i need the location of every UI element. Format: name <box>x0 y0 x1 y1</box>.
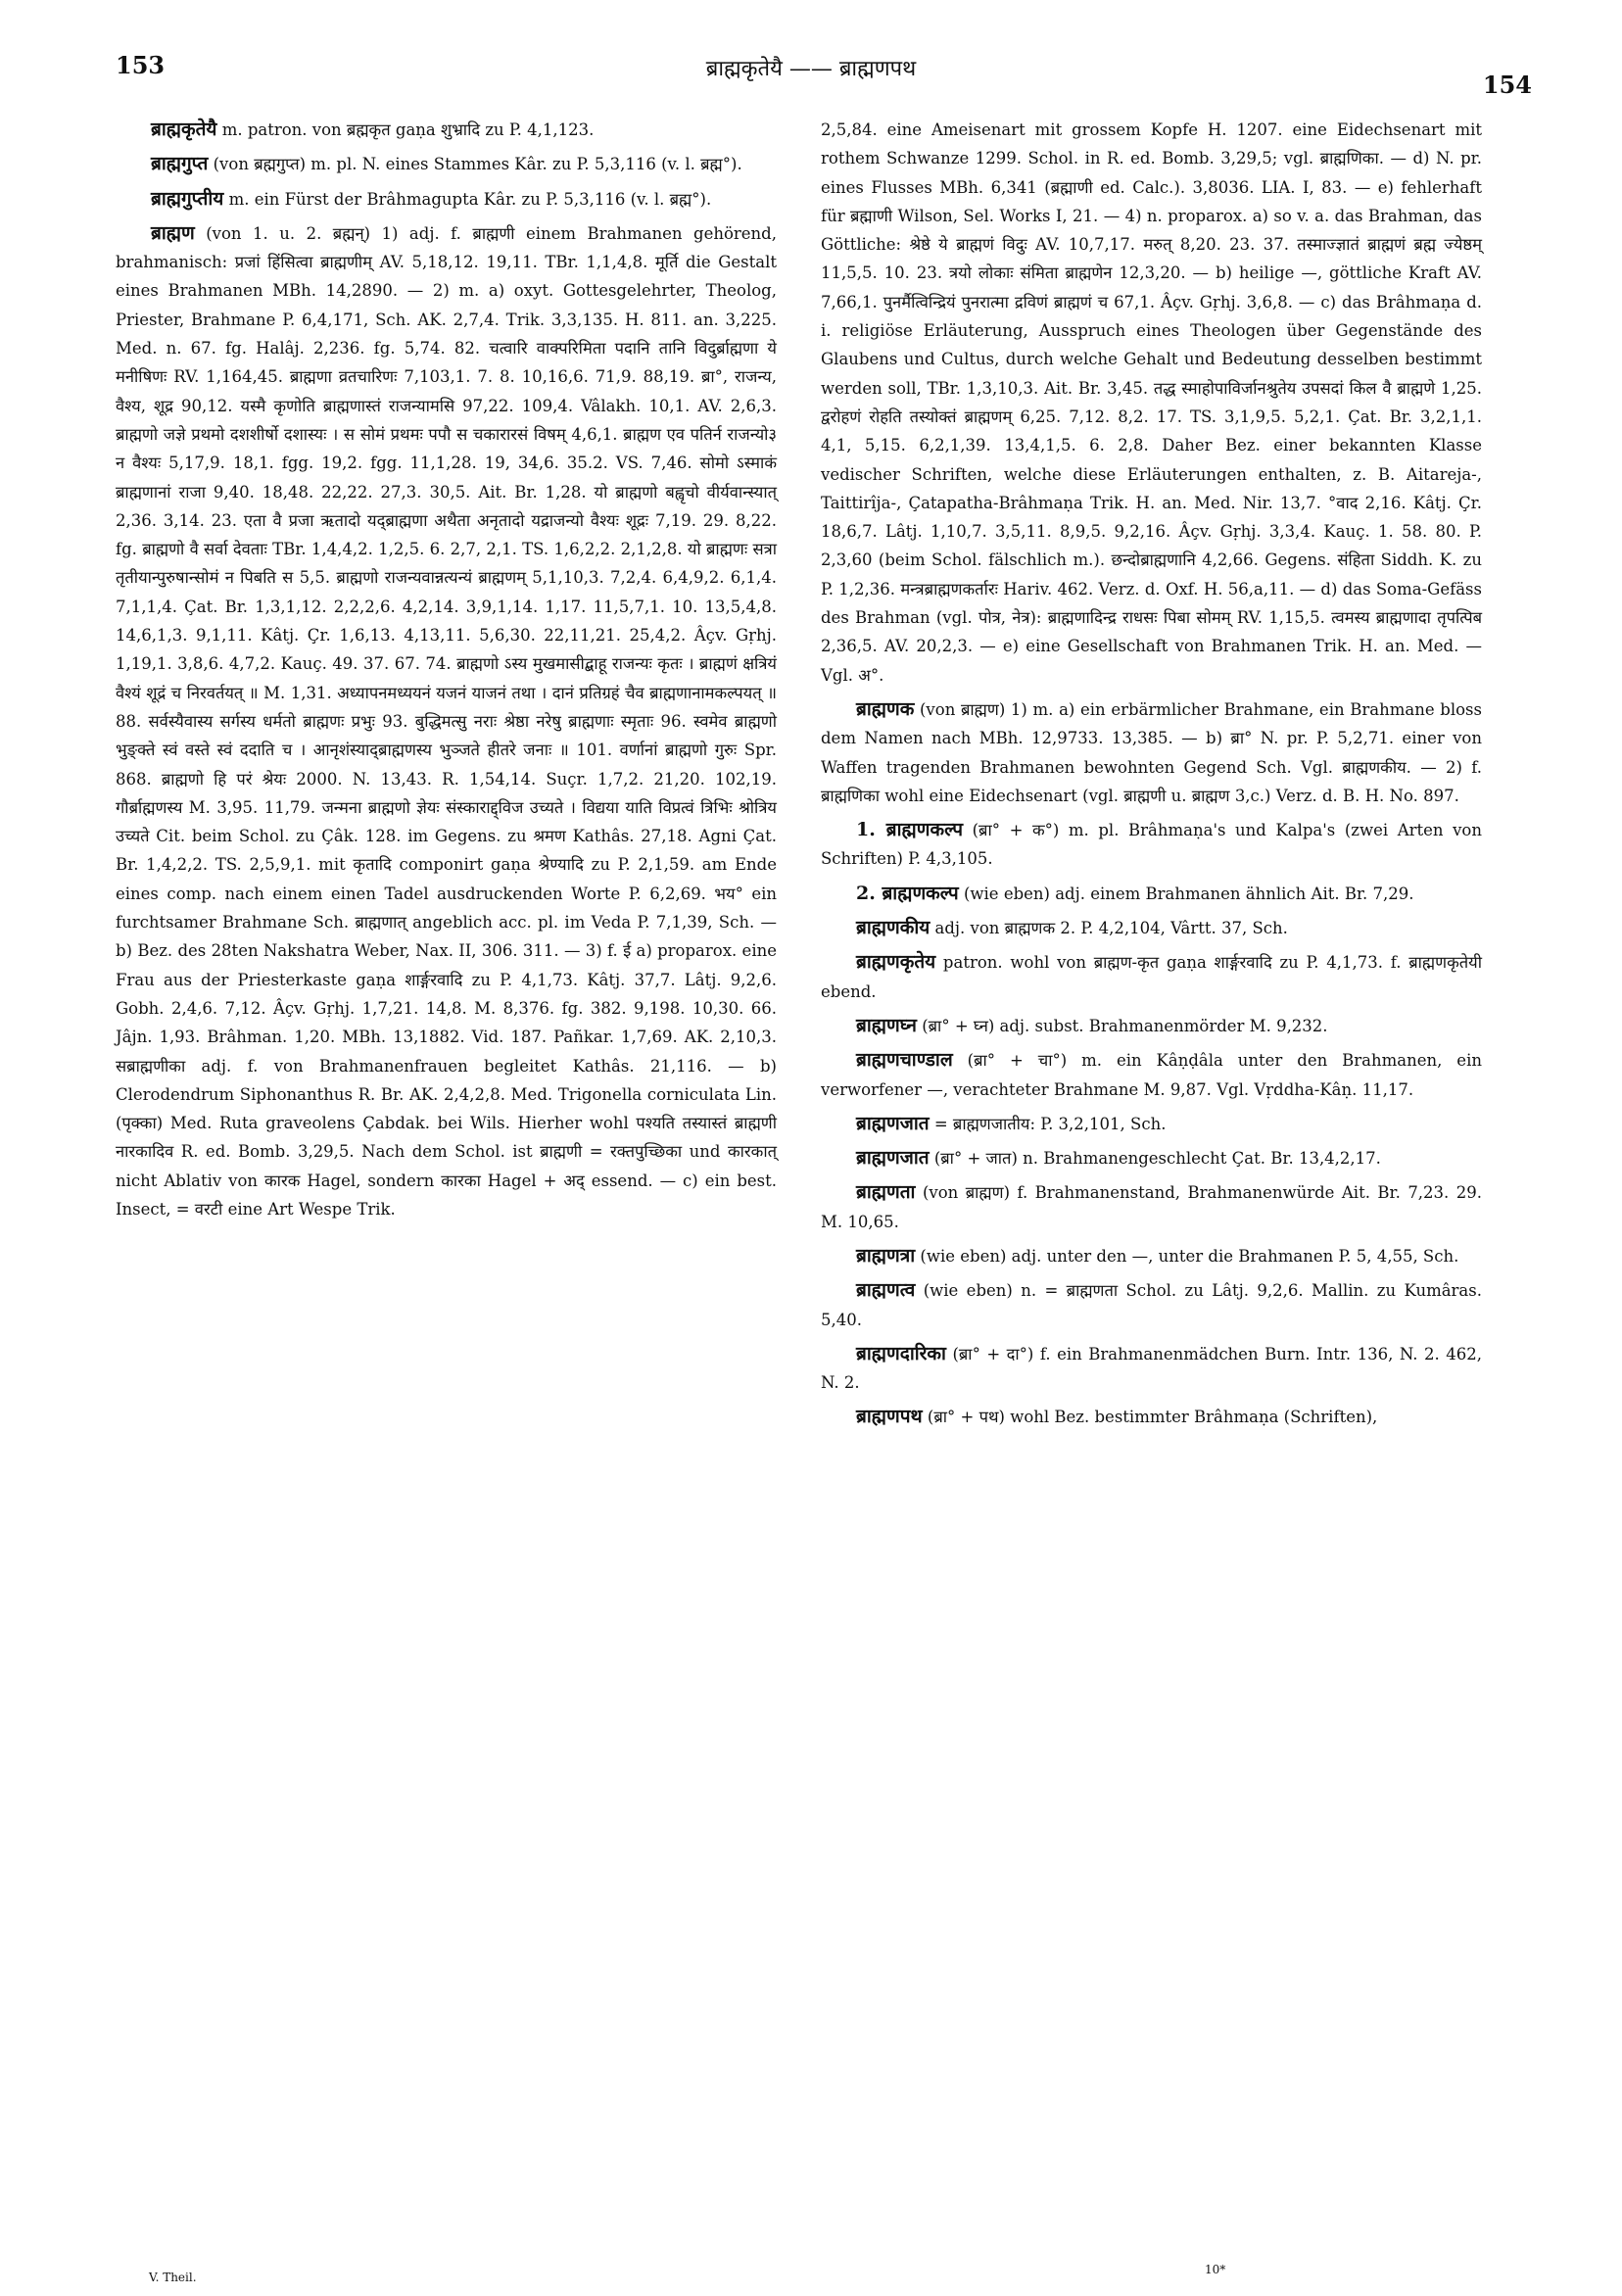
entry-headword: ब्राह्मणपथ <box>856 1406 923 1428</box>
entry-headword: 1. ब्राह्मणकल्प <box>856 819 964 841</box>
entry-text: (wie eben) n. = ब्राह्मणता Schol. zu Lâtj. 9,2,6. Mallin. zu Kumâras. 5,40. <box>821 1281 1482 1329</box>
dictionary-entry <box>821 1340 1482 1398</box>
entry-headword: ब्राह्मणत्रा <box>856 1244 916 1267</box>
entry-text: (von 1. u. 2. ब्रह्मन्) 1) adj. f. ब्राह्मणी einem Brahmanen gehörend, brahmanisch: प्रजां हिंसित्वा ब्राह्मणीम् AV. 5,18,12. 19,11. TBr. 1,1,4,8. मूर्ति die Gestalt eines Brahmanen MBh. 14,2890. — 2) m. a) oxyt. Gottesgelehrter, Theolog, Priester, Brahmane P. 6,4,171, Sch. AK. 2,7,4. Trik. 3,3,135. H. 811. an. 3,225. Med. n. 67. fg. Halâj. 2,236. fg. 5,74. 82. चत्वारि वाक्परिमिता पदानि तानि विदुर्ब्राह्मणा ये मनीषिणः RV. 1,164,45. ब्राह्मणा व्रतचारिणः 7,103,1. 7. 8. 10,16,6. 71,9. 88,19. ब्रा°, राजन्य, वैश्य, शूद्र 90,12. यस्मै कृणोति ब्राह्मणास्तं राजन्यामसि 97,22. 109,4. Vâlakh. 10,1. AV. 2,6,3. ब्राह्मणो जज्ञे प्रथमो दशशीर्षो दशास्यः । स सोमं प्रथमः पपौ स चकारारसं विषम् 4,6,1. ब्राह्मण एव पतिर्न राजन्यो३ न वैश्यः 5,17,9. 18,1. fgg. 19,2. fgg. 11,1,28. 19, 34,6. 35.2. VS. 7,46. सोमो ऽस्माकं ब्राह्मणानां राजा 9,40. 18,48. 22,22. 27,3. 30,5. Ait. Br. 1,28. यो ब्राह्मणो बह्वृचो वीर्यवान्स्यात् 2,36. 3,14. 23. एता वै प्रजा ऋतादो यद्ब्राह्मणा अथैता अनृतादो यद्राजन्यो वैश्यः शूद्रः 7,19. 29. 8,22. fg. ब्राह्मणो वै सर्वा देवताः TBr. 1,4,4,2. 1,2,5. 6. 2,7, 2,1. TS. 1,6,2,2. 2,1,2,8. यो ब्राह्मणः सत्रा तृतीयान्पुरुषान्सोमं न पिबति स 5,5. ब्राह्मणो राजन्यवान्नत्यन्यं ब्राह्मणम् 5,1,10,3. 7,2,4. 6,4,9,2. 6,1,4. 7,1,1,4. Çat. Br. 1,3,1,12. 2,2,2,6. 4,2,14. 3,9,1,14. 1,17. 11,5,7,1. 10. 13,5,4,8. 14,6,1,3. 9,1,11. Kâtj. Çr. 1,6,13. 4,13,11. 5,6,30. 22,11,21. 25,4,2. Âçv. Gṛhj. 1,19,1. 3,8,6. 4,7,2. Kauç. 49. 37. 67. 74. ब्राह्मणो ऽस्य मुखमासीद्बाहू राजन्यः कृतः । ब्राह्मणं क्षत्रियं वैश्यं शूद्रं च निरवर्तयत् ॥ M. 1,31. अध्यापनमध्ययनं यजनं याजनं तथा । दानं प्रतिग्रहं चैव ब्राह्मणानामकल्पयत् ॥ 88. सर्वस्यैवास्य सर्गस्य धर्मतो ब्राह्मणः प्रभुः 93. बुद्धिमत्सु नराः श्रेष्ठा नरेषु ब्राह्मणाः स्मृताः 96. स्वमेव ब्राह्मणो भुङ्क्ते स्वं वस्ते स्वं ददाति च । आनृशंस्याद्ब्राह्मणस्य भुञ्जते हीतरे जनाः ॥ 101. वर्णानां ब्राह्मणो गुरुः Spr. 868. ब्राह्मणो हि परं श्रेयः 2000. N. 13,43. R. 1,54,14. Suçr. 1,7,2. 21,20. 102,19. गौर्ब्राह्मणस्य M. 3,95. 11,79. जन्मना ब्राह्मणो ज्ञेयः संस्काराद्द्विज उच्यते । विद्यया याति विप्रत्वं त्रिभिः श्रोत्रिय उच्यते Cit. beim Schol. zu Çâk. 128. im Gegens. zu श्रमण Kathâs. 27,18. Agni Çat. Br. 1,4,2,2. TS. 2,5,9,1. mit कृतादि componirt gaṇa श्रेण्यादि zu P. 2,1,59. am Ende eines comp. nach einem einen Tadel ausdruckenden Worte P. 6,2,69. भय° ein furchtsamer Brahmane Sch. ब्राह्मणात् angeblich acc. pl. im Veda P. 7,1,39, Sch. — b) Bez. des 28ten Nakshatra Weber, Nax. II, 306. 311. — 3) f. ई a) proparox. eine Frau aus der Priesterkaste gaṇa शार्ङ्गरवादि zu P. 4,1,73. Kâtj. 37,7. Lâtj. 9,2,6. Gobh. 2,4,6. 7,12. Âçv. Gṛhj. 1,7,21. 14,8. M. 8,376. fg. 382. 9,198. 10,30. 66. Jâjn. 1,93. Brâhman. 1,20. MBh. 13,1882. Vid. 187. Pañkar. 1,7,69. AK. 2,10,3. सब्राह्मणीका adj. f. von Brahmanenfrauen begleitet Kathâs. 21,116. — b) Clerodendrum Siphonanthus R. Br. AK. 2,4,2,8. Med. Trigonella corniculata Lin. (पृक्का) Med. Ruta graveolens Çabdak. bei Wils. Hierher wohl पश्यति तस्यास्तं ब्राह्मणी नारकादिव R. ed. Bomb. 3,29,5. Nach dem Schol. ist ब्राह्मणी = रक्तपुच्छिका und कारकात् nicht Ablativ von कारक Hagel, sondern कारका Hagel + अद् essend. — c) ein best. Insect, = वरटी eine Art Wespe Trik. <box>116 223 777 1219</box>
entry-headword: ब्राह्मणजात <box>856 1147 930 1170</box>
dictionary-entry <box>116 185 777 214</box>
entry-headword: ब्राह्मणचाण्डाल <box>856 1049 953 1072</box>
dictionary-entry <box>116 150 777 178</box>
dictionary-entry <box>116 116 777 144</box>
entry-text: (wie eben) adj. einem Brahmanen ähnlich Ait. Br. 7,29. <box>963 884 1414 903</box>
running-title: ब्राह्मकृतेयै —— ब्राह्मणपथ <box>705 57 917 81</box>
entry-text: m. ein Fürst der Brâhmagupta Kâr. zu P. 5,3,116 (v. l. ब्रह्म°). <box>228 189 712 209</box>
dictionary-entry <box>821 1178 1482 1236</box>
entry-headword: ब्राह्मणकीय <box>856 917 930 939</box>
dictionary-entry <box>821 1144 1482 1172</box>
right-column <box>821 116 1482 1438</box>
entry-text: (ब्रा° + चा°) m. ein Kâṇḍâla unter den Brahmanen, ein verworfener —, verachteter Brahmane M. 9,87. Vgl. Vṛddha-Kâṇ. 11,17. <box>821 1051 1482 1099</box>
entry-text: patron. wohl von ब्राह्मण-कृत gaṇa शार्ङ्गरवादि zu P. 4,1,73. f. ब्राह्मणकृतेयी ebend. <box>821 953 1482 1001</box>
entry-headword: ब्राह्मणता <box>856 1181 916 1204</box>
entry-text: (ब्रा° + पथ) wohl Bez. bestimmter Brâhmaṇa (Schriften), <box>927 1408 1378 1427</box>
entry-headword: ब्राह्मगुप्त <box>151 153 209 175</box>
entry-headword: 2. ब्राह्मणकल्प <box>856 882 959 904</box>
entry-text: m. patron. von ब्रह्मकृत gaṇa शुभ्रादि zu P. 4,1,123. <box>221 120 595 139</box>
dictionary-entry <box>821 914 1482 942</box>
entry-text: (wie eben) adj. unter den —, unter die Brahmanen P. 5, 4,55, Sch. <box>920 1246 1459 1266</box>
entry-text: = ब्राह्मणजातीय: P. 3,2,101, Sch. <box>933 1114 1167 1133</box>
entry-text: (ब्रा° + जात) n. Brahmanengeschlecht Çat. Br. 13,4,2,17. <box>933 1149 1381 1169</box>
dictionary-entry <box>821 1012 1482 1040</box>
dictionary-entry <box>821 1276 1482 1334</box>
volume-note: V. Theil. <box>149 2271 197 2284</box>
dictionary-entry <box>821 880 1482 908</box>
dictionary-entry <box>821 948 1482 1006</box>
page-number-left: 153 <box>116 51 166 79</box>
signature-mark: 10* <box>1205 2263 1226 2276</box>
entry-text: (ब्रा° + दा°) f. ein Brahmanenmädchen Burn. Intr. 136, N. 2. 462, N. 2. <box>821 1344 1482 1393</box>
dictionary-entry <box>116 219 777 1223</box>
dictionary-entry <box>821 1046 1482 1104</box>
entry-headword: ब्राह्मणत्व <box>856 1279 916 1302</box>
entry-headword: ब्राह्मणजात <box>856 1112 930 1134</box>
entry-text: (von ब्राह्मण) 1) m. a) ein erbärmlicher Brahmane, ein Brahmane bloss dem Namen nach MBh. 12,9733. 13,385. — b) ब्रा° N. pr. P. 5,2,71. einer von Waffen tragenden Brahmanen bewohnten Gegend Sch. Vgl. ब्राह्मणकीय. — 2) f. ब्राह्मणिका wohl eine Eidechsenart (vgl. ब्राह्मणी u. ब्राह्मण 3,c.) Verz. d. B. H. No. 897. <box>821 699 1482 805</box>
dictionary-entry <box>821 1403 1482 1431</box>
dictionary-entry <box>821 1242 1482 1270</box>
dictionary-entry <box>821 116 1482 690</box>
left-column <box>116 116 777 1229</box>
entry-text: (ब्रा° + घ्न) adj. subst. Brahmanenmörder M. 9,232. <box>922 1016 1328 1035</box>
entry-headword: ब्राह्मणक <box>856 697 915 720</box>
dictionary-entry <box>821 1110 1482 1138</box>
entry-headword: ब्राह्मणकृतेय <box>856 951 936 974</box>
entry-text: (von ब्रह्मगुप्त) m. pl. N. eines Stammes Kâr. zu P. 5,3,116 (v. l. ब्रह्म°). <box>213 155 742 174</box>
entry-text: 2,5,84. eine Ameisenart mit grossem Kopfe H. 1207. eine Eidechsenart mit rothem Schwanze 1299. Schol. in R. ed. Bomb. 3,29,5; vgl. ब्राह्मणिका. — d) N. pr. eines Flusses MBh. 6,341 (ब्रह्माणी ed. Calc.). 3,8036. LIA. I, 83. — e) fehlerhaft für ब्रह्माणी Wilson, Sel. Works I, 21. — 4) n. proparox. a) so v. a. das Brahman, das Göttliche: श्रेष्ठे ये ब्राह्मणं विदुः AV. 10,7,17. मरुत् 8,20. 23. 37. तस्माज्ज्ञातं ब्राह्मणं ब्रह्म ज्येष्ठम् 11,5,5. 10. 23. त्रयो लोकाः संमिता ब्राह्मणेन 12,3,20. — b) heilige —, göttliche Kraft AV. 7,66,1. पुनर्मैत्विन्द्रियं पुनरात्मा द्रविणं ब्राह्मणं च 67,1. Âçv. Gṛhj. 3,6,8. — c) das Brâhmaṇa d. i. religiöse Erläuterung, Ausspruch eines Theologen über Gegenstände des Glaubens und Cultus, durch welche Gehalt und Bedeutung desselben bestimmt werden soll, TBr. 1,3,10,3. Ait. Br. 3,45. तद्ध स्माहोपाविर्जानश्रुतेय उपसदां किल वै ब्राह्मणे 1,25. द्वरोहणं रोहति तस्योक्तं ब्राह्मणम् 6,25. 7,12. 8,2. 17. TS. 3,1,9,5. 5,2,1. Çat. Br. 3,2,1,1. 4,1, 5,15. 6,2,1,39. 13,4,1,5. 6. 2,8. Daher Bez. einer bekannten Klasse vedischer Schriften, welche diese Erläuterungen enthalten, z. B. Aitareja-, Taittirîja-, Çatapatha-Brâhmaṇa Trik. H. an. Med. Nir. 13,7. °वाद 2,16. Kâtj. Çr. 18,6,7. Lâtj. 1,10,7. 3,5,11. 8,9,5. 9,2,16. Âçv. Gṛhj. 3,3,4. Kauç. 1. 58. 80. P. 2,3,60 (beim Schol. fälschlich m.). छन्दोब्राह्मणानि 4,2,66. Gegens. संहिता Siddh. K. zu P. 1,2,36. मन्त्रब्राह्मणकर्तारः Hariv. 462. Verz. d. Oxf. H. 56,a,11. — d) das Soma-Gefäss des Brahman (vgl. पोत्र, नेत्र): ब्राह्मणादिन्द्र राधसः पिबा सोमम् RV. 1,15,5. त्वमस्य ब्राह्मणादा तृपत्पिब 2,36,5. AV. 20,2,3. — e) eine Gesellschaft von Brahmanen Trik. H. an. Med. — Vgl. अ°. <box>821 120 1482 685</box>
entry-text: (ब्रा° + क°) m. pl. Brâhmaṇa's und Kalpa's (zwei Arten von Schriften) P. 4,3,105. <box>821 821 1482 869</box>
entry-text: adj. von ब्राह्मणक 2. P. 4,2,104, Vârtt. 37, Sch. <box>934 919 1288 938</box>
entry-headword: ब्राह्मण <box>151 221 195 244</box>
dictionary-entry <box>821 695 1482 810</box>
page-number-right: 154 <box>1482 71 1532 99</box>
entry-headword: ब्राह्मगुप्तीय <box>151 187 224 210</box>
entry-headword: ब्राह्मणदारिका <box>856 1342 946 1364</box>
entry-headword: ब्राह्मकृतेयै <box>151 119 217 140</box>
entry-headword: ब्राह्मणघ्न <box>856 1014 917 1036</box>
dictionary-entry <box>821 816 1482 874</box>
entry-text: (von ब्राह्मण) f. Brahmanenstand, Brahmanenwürde Ait. Br. 7,23. 29. M. 10,65. <box>821 1183 1482 1231</box>
